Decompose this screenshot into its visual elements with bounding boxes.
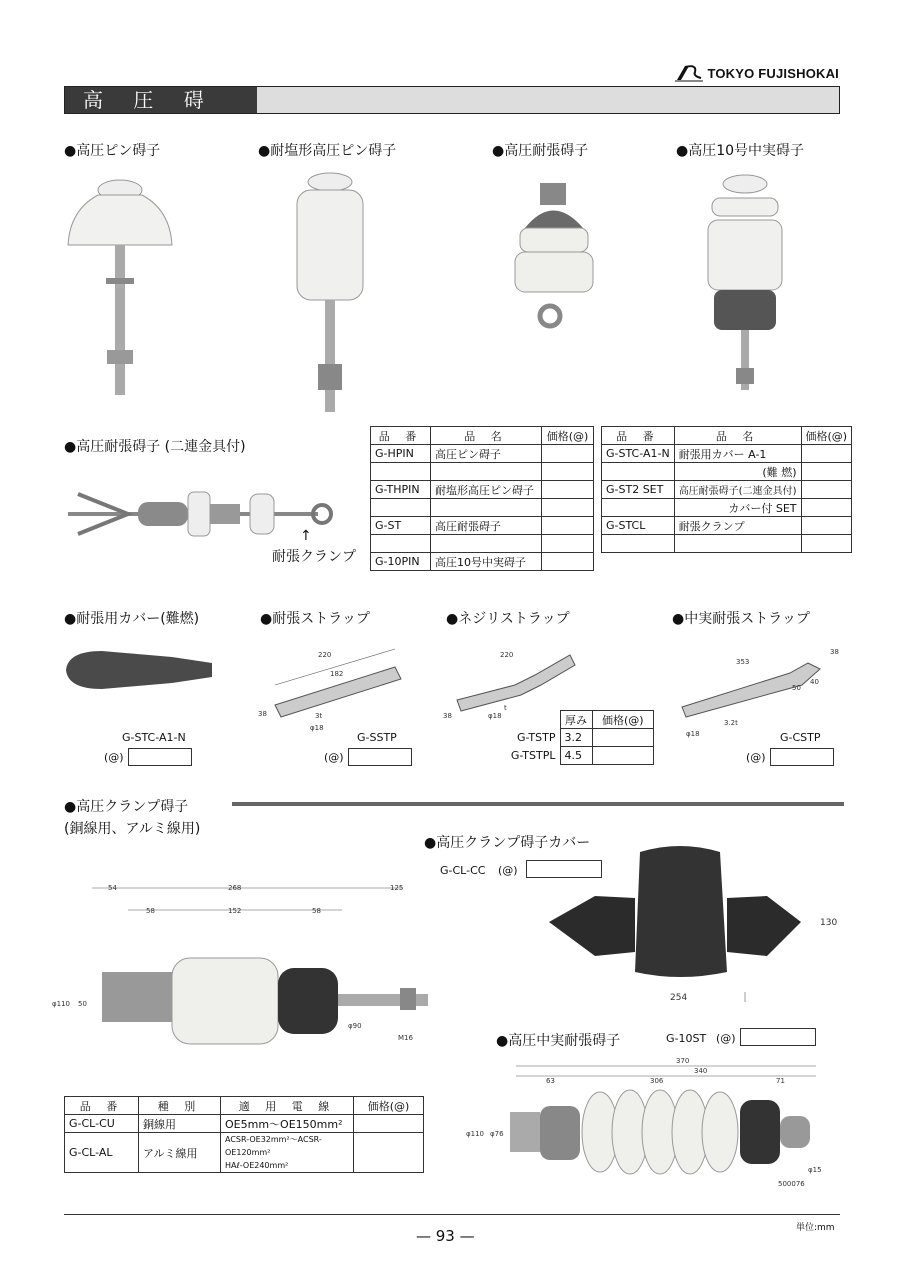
label-cover: ●耐張用カバー(難燃) — [64, 611, 200, 627]
label-solid-tension: ●高圧中実耐張碍子 — [496, 1033, 621, 1049]
label-clamp-sub: (銅線用、アルミ線用) — [64, 821, 201, 837]
solid-strap-diagram — [672, 645, 842, 735]
spec-table-2 — [601, 426, 852, 553]
table-row — [371, 499, 594, 517]
section-rule — [232, 802, 844, 806]
cell: G-TSTP — [516, 731, 556, 744]
dim-label: 71 — [776, 1077, 785, 1085]
col-name: 品 名 — [431, 427, 542, 445]
pin-insulator-image — [60, 170, 180, 405]
dim-label: 130 — [820, 918, 838, 928]
dim-label: 40 — [810, 678, 819, 686]
col-thickness: 厚み — [560, 711, 592, 729]
col-wire: 適 用 電 線 — [221, 1097, 354, 1115]
dim-label: 220 — [500, 651, 514, 659]
label-10pin: ●高圧10号中実碍子 — [676, 143, 805, 159]
solid-pin-insulator-image — [700, 172, 790, 397]
table-row — [371, 553, 594, 571]
dim-label: 220 — [318, 651, 332, 659]
dim-label: 340 — [694, 1067, 708, 1075]
tension-double-image — [68, 484, 338, 544]
cell: 高圧ピン碍子 — [431, 445, 542, 463]
cell — [542, 553, 594, 571]
solid-strap-price-box[interactable] — [770, 748, 834, 766]
cell: 3.2 — [560, 729, 592, 747]
col-code: 品 番 — [371, 427, 431, 445]
cell: G-STCL — [602, 517, 675, 535]
spec-table-1 — [370, 426, 594, 571]
clamp-table — [64, 1096, 424, 1173]
dim-label: 38 — [443, 712, 452, 720]
cell — [801, 535, 852, 553]
arrow: ↑ — [300, 528, 312, 544]
col-code: 品 番 — [602, 427, 675, 445]
col-price: 価格(@) — [542, 427, 594, 445]
table-row — [500, 729, 654, 747]
cell: カバー付 SET — [674, 499, 801, 517]
page-number: — 93 — — [416, 1227, 475, 1245]
dim-label: 50 — [792, 684, 801, 692]
cell: G-CL-CU — [65, 1115, 139, 1133]
table-row — [602, 517, 852, 535]
cell — [371, 535, 431, 553]
label-clamp-cover: ●高圧クランプ碍子カバー — [424, 835, 591, 851]
table-row — [371, 445, 594, 463]
dim-label: 38 — [830, 648, 839, 656]
brand-name: TOKYO FUJISHOKAI — [707, 65, 839, 81]
title-band — [64, 86, 840, 139]
dim-label: 370 — [676, 1057, 690, 1065]
table-row — [602, 499, 852, 517]
dim-label: φ18 — [686, 730, 700, 738]
cell: G-ST — [371, 517, 431, 535]
table-row — [602, 535, 852, 553]
cell — [801, 499, 852, 517]
page-title: 高 圧 碍 子 — [65, 87, 257, 113]
cover-price-label: (@) — [104, 751, 124, 764]
table-row — [500, 747, 654, 765]
cell: 高圧耐張碍子(二連金具付) — [674, 481, 801, 499]
cell — [354, 1115, 424, 1133]
solid-strap-price-label: (@) — [746, 751, 766, 764]
cell — [592, 729, 654, 747]
table-header — [371, 427, 594, 445]
table-row — [371, 517, 594, 535]
clamp-cover-code: G-CL-CC — [440, 864, 486, 877]
cell: (難 燃) — [674, 463, 801, 481]
table-row — [65, 1115, 424, 1133]
cell-wire-multiline: ACSR-OE32mm²〜ACSR-OE120mm² HAℓ-OE240mm² — [221, 1133, 354, 1173]
brand-logo-icon — [675, 64, 703, 82]
dim-label: 3.2t — [724, 719, 738, 727]
cell: 高圧10号中実碍子 — [431, 553, 542, 571]
strap-price-label: (@) — [324, 751, 344, 764]
cell: 4.5 — [560, 747, 592, 765]
dim-label: M16 — [398, 1034, 413, 1042]
dim-label: φ90 — [348, 1022, 362, 1030]
salt-pin-insulator-image — [285, 168, 375, 418]
clamp-cover-image — [545, 842, 815, 1012]
dim-label: t — [504, 704, 507, 712]
solid-tension-price-box[interactable] — [740, 1028, 816, 1046]
label-st: ●高圧耐張碍子 — [492, 143, 589, 159]
table-row — [371, 463, 594, 481]
dim-label: φ76 — [490, 1130, 504, 1138]
twist-table — [500, 710, 654, 765]
dim-label: 3t — [315, 712, 323, 720]
solid-tension-price-label: (@) — [716, 1032, 736, 1045]
label-twist: ●ネジリストラップ — [446, 611, 570, 627]
table-row — [371, 481, 594, 499]
col-price: 価格(@) — [801, 427, 852, 445]
col-type: 種 別 — [139, 1097, 221, 1115]
table-header — [602, 427, 852, 445]
unit-note: 単位:mm — [796, 1223, 835, 1233]
cell — [431, 535, 542, 553]
cell: アルミ線用 — [139, 1133, 221, 1173]
cell — [542, 481, 594, 499]
dim-label: 152 — [228, 907, 242, 915]
dim-label: 54 — [108, 884, 117, 892]
label-thpin: ●耐塩形高圧ピン碍子 — [258, 143, 397, 159]
table-row — [371, 535, 594, 553]
table-header — [65, 1097, 424, 1115]
cell — [602, 463, 675, 481]
dim-label: 63 — [546, 1077, 555, 1085]
label-st2: ●高圧耐張碍子 (二連金具付) — [64, 439, 246, 455]
cell — [431, 463, 542, 481]
cell — [602, 499, 675, 517]
solid-strap-code: G-CSTP — [780, 731, 821, 744]
cell — [801, 445, 852, 463]
cell: G-10PIN — [371, 553, 431, 571]
cell — [801, 481, 852, 499]
cover-price-box[interactable] — [128, 748, 192, 766]
dim-label: 50 — [78, 1000, 87, 1008]
cell: 耐張クランプ — [674, 517, 801, 535]
cell — [542, 535, 594, 553]
cell — [542, 463, 594, 481]
cell — [801, 463, 852, 481]
col-price: 価格(@) — [354, 1097, 424, 1115]
strap-diagram — [255, 645, 415, 735]
table-row — [602, 481, 852, 499]
dim-label: 254 — [670, 993, 688, 1003]
footer-rule — [64, 1214, 840, 1215]
dim-label: 353 — [736, 658, 750, 666]
cell — [542, 517, 594, 535]
cell — [371, 463, 431, 481]
cover-code: G-STC-A1-N — [122, 731, 186, 744]
table-row — [602, 445, 852, 463]
cell: G-CL-AL — [65, 1133, 139, 1173]
cell: G-ST2 SET — [602, 481, 675, 499]
dim-label: φ18 — [310, 724, 324, 732]
col-code: 品 番 — [65, 1097, 139, 1115]
cell: G-TSTPL — [510, 749, 556, 762]
cell — [592, 747, 654, 765]
dim-label: φ18 — [488, 712, 502, 720]
cell: OE5mm〜OE150mm² — [221, 1115, 354, 1133]
dim-label: 58 — [146, 907, 155, 915]
clamp-insulator-diagram — [62, 880, 432, 1045]
brand — [675, 64, 839, 82]
clamp-cover-price-label: (@) — [498, 864, 518, 877]
dim-label: 306 — [650, 1077, 664, 1085]
table-row — [65, 1133, 424, 1173]
photo-stamp: 500076 — [778, 1180, 805, 1188]
strap-price-box[interactable] — [348, 748, 412, 766]
cell: G-THPIN — [371, 481, 431, 499]
col-name: 品 名 — [674, 427, 801, 445]
dim-label: φ110 — [466, 1130, 484, 1138]
cell — [801, 517, 852, 535]
cell: 銅線用 — [139, 1115, 221, 1133]
dim-label: 58 — [312, 907, 321, 915]
dim-label: φ15 — [808, 1166, 822, 1174]
dim-label: 268 — [228, 884, 242, 892]
tension-insulator-image — [505, 178, 605, 338]
twist-strap-diagram — [445, 645, 585, 720]
cell — [542, 445, 594, 463]
cell: 耐張用カバー A-1 — [674, 445, 801, 463]
dim-label: φ110 — [52, 1000, 70, 1008]
cell: 耐塩形高圧ピン碍子 — [431, 481, 542, 499]
dim-label: 125 — [390, 884, 404, 892]
cell — [674, 535, 801, 553]
label-clamp: 耐張クランプ — [272, 549, 356, 565]
cell — [371, 499, 431, 517]
label-hpin: ●高圧ピン碍子 — [64, 143, 161, 159]
table-header — [500, 711, 654, 729]
dim-label: 182 — [330, 670, 344, 678]
cell — [431, 499, 542, 517]
col-price: 価格(@) — [592, 711, 654, 729]
strap-code: G-SSTP — [357, 731, 397, 744]
cell: G-HPIN — [371, 445, 431, 463]
dim-label: 38 — [258, 710, 267, 718]
cell: 高圧耐張碍子 — [431, 517, 542, 535]
cell — [542, 499, 594, 517]
cell — [354, 1133, 424, 1173]
label-strap: ●耐張ストラップ — [260, 611, 370, 627]
cell: G-STC-A1-N — [602, 445, 675, 463]
cover-image — [62, 645, 222, 695]
table-row — [602, 463, 852, 481]
cell — [602, 535, 675, 553]
label-clamp-insulator: ●高圧クランプ碍子 — [64, 799, 189, 815]
label-solid-strap: ●中実耐張ストラップ — [672, 611, 810, 627]
solid-tension-code: G-10ST — [666, 1032, 707, 1045]
